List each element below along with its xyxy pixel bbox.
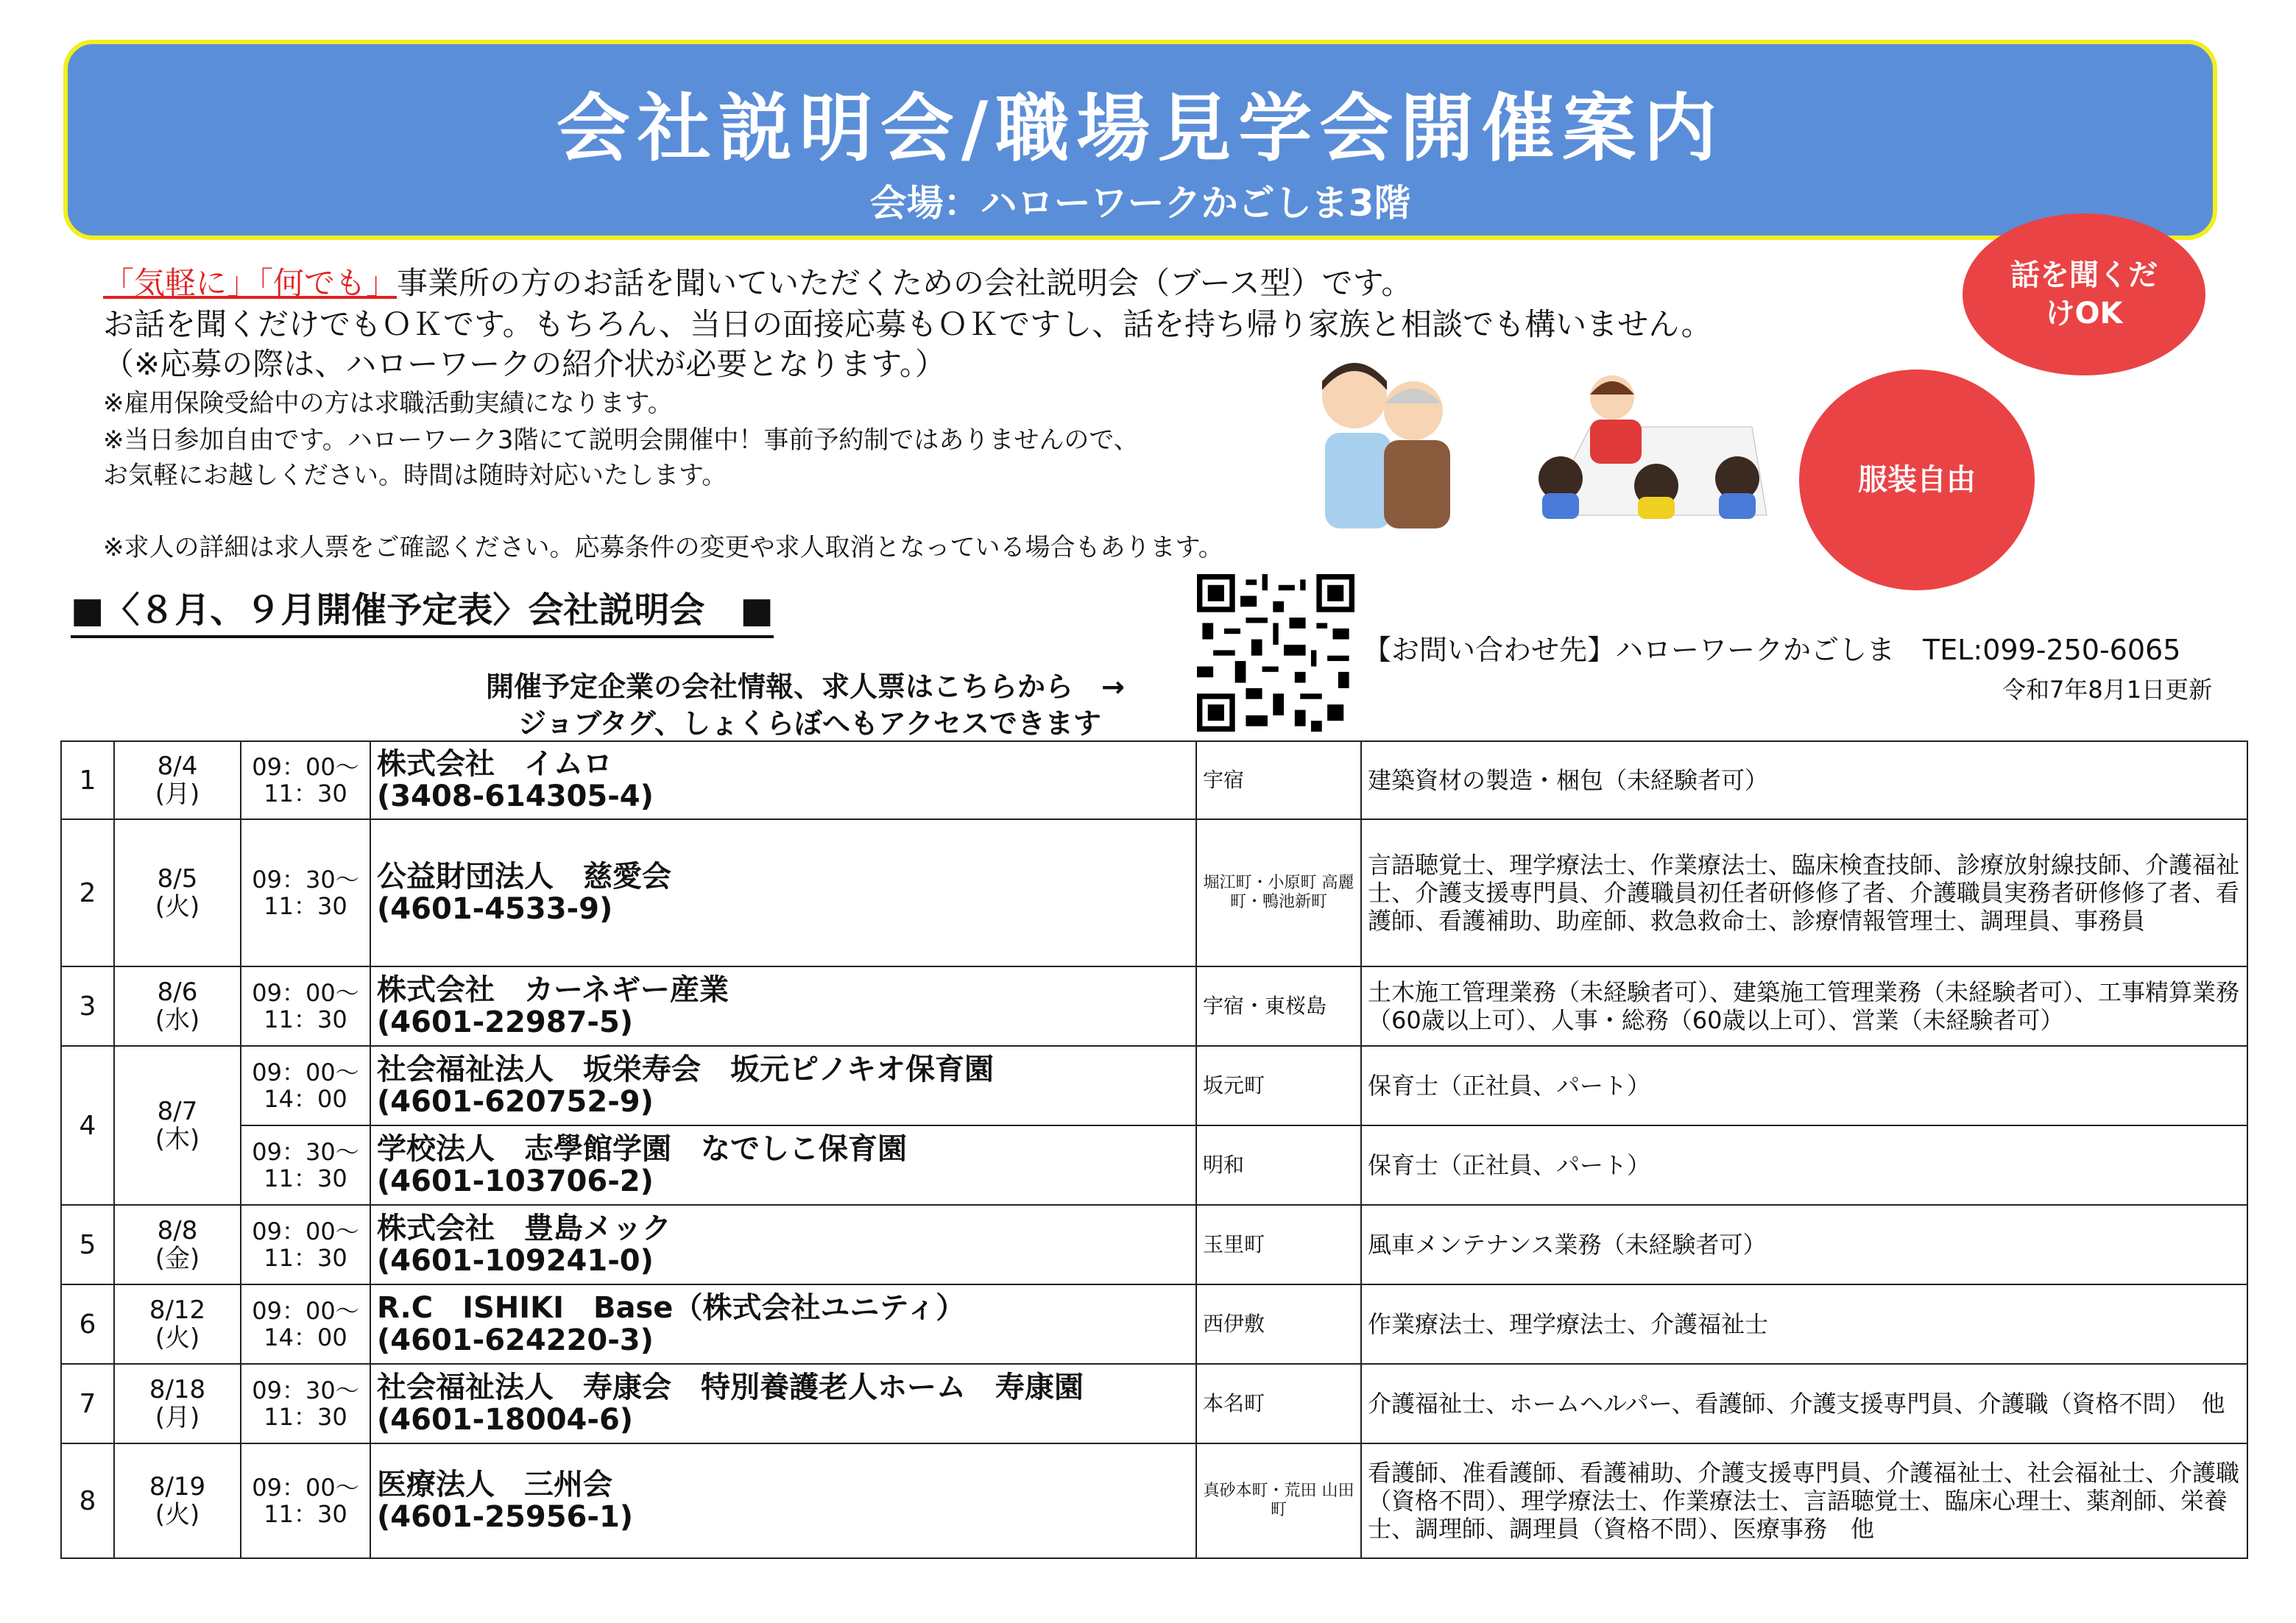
weekday-text: (火)	[155, 1500, 200, 1530]
time-end: 11：30	[264, 1500, 347, 1528]
date-text: 8/18	[149, 1375, 206, 1404]
note-4: ※求人の詳細は求人票をご確認ください。応募条件の変更や求人取消となっている場合もあります。	[103, 533, 1223, 562]
weekday-text: (火)	[155, 1323, 200, 1353]
time-end: 11：30	[264, 1244, 347, 1272]
venue-label: 会場：ハローワークかごしま3階	[869, 182, 1411, 224]
company-name: 株式会社 豊島メック	[377, 1212, 671, 1245]
job-code: (4601-624220-3)	[377, 1323, 654, 1357]
row-date	[114, 819, 241, 966]
time-end: 14：00	[264, 1323, 347, 1351]
row-time	[241, 819, 370, 966]
time-start: 09：00～	[252, 1217, 359, 1245]
row-location: 宇宿・東桜島	[1196, 966, 1361, 1046]
row-number: 4	[61, 1046, 114, 1205]
free-dress-text: 服装自由	[1858, 463, 1976, 497]
row-number: 1	[61, 741, 114, 819]
company-name: 社会福祉法人 坂栄寿会 坂元ピノキオ保育園	[377, 1053, 994, 1086]
qr-caption-line-2: ジョブタグ、しょくらぼへもアクセスできます	[518, 707, 1101, 740]
row-jobs: 土木施工管理業務（未経験者可）、建築施工管理業務（未経験者可）、工事精算業務（60歳以上可）、人事・総務（60歳以上可）、営業（未経験者可）	[1361, 966, 2247, 1046]
job-code: (4601-103706-2)	[377, 1164, 654, 1198]
date-text: 8/6	[157, 977, 198, 1007]
kigaruni-text: 「気軽に」	[103, 265, 258, 301]
table-row	[61, 1046, 2247, 1125]
date-text: 8/7	[157, 1097, 198, 1126]
row-time	[241, 1205, 370, 1284]
row-time	[241, 1284, 370, 1364]
qr-caption	[486, 668, 1125, 742]
row-date	[114, 741, 241, 819]
table-row	[61, 741, 2247, 819]
row-location: 宇宿	[1196, 741, 1361, 819]
job-code: (4601-18004-6)	[377, 1403, 634, 1437]
header-banner	[63, 40, 2217, 240]
table-row	[61, 1125, 2247, 1205]
row-date	[114, 1205, 241, 1284]
company-name: 社会福祉法人 寿康会 特別養護老人ホーム 寿康園	[377, 1371, 1084, 1404]
time-start: 09：30～	[252, 866, 359, 894]
row-jobs: 風車メンテナンス業務（未経験者可）	[1361, 1205, 2247, 1284]
caregiver-illustration	[1303, 352, 1465, 536]
nandemo-text: 「何でも」	[258, 265, 398, 301]
row-location: 堀江町・小原町 高麗町・鴨池新町	[1196, 819, 1361, 966]
page-title: 会社説明会/職場見学会開催案内	[556, 85, 1725, 172]
time-start: 09：00～	[252, 1474, 359, 1502]
row-jobs: 保育士（正社員、パート）	[1361, 1125, 2247, 1205]
company-name: R.C ISHIKI Base（株式会社ユニティ）	[377, 1291, 966, 1325]
intro-line-1	[103, 259, 1412, 303]
row-company	[370, 1046, 1196, 1125]
row-number: 5	[61, 1205, 114, 1284]
nursery-teacher-illustration	[1516, 368, 1781, 523]
row-date	[114, 1443, 241, 1558]
time-end: 11：30	[264, 1005, 347, 1033]
date-text: 8/8	[157, 1216, 198, 1245]
row-time	[241, 1125, 370, 1205]
table-row	[61, 1443, 2247, 1558]
time-start: 09：00～	[252, 753, 359, 781]
date-text: 8/19	[149, 1472, 206, 1502]
row-date	[114, 966, 241, 1046]
row-location: 玉里町	[1196, 1205, 1361, 1284]
row-time	[241, 1443, 370, 1558]
listen-ok-text: 話を聞くだけOK	[2010, 258, 2158, 330]
row-date	[114, 1364, 241, 1443]
time-start: 09：30～	[252, 1138, 359, 1166]
weekday-text: (月)	[155, 1403, 200, 1432]
row-company	[370, 1364, 1196, 1443]
row-number: 3	[61, 966, 114, 1046]
row-time	[241, 1364, 370, 1443]
company-name: 学校法人 志學館学園 なでしこ保育園	[377, 1132, 907, 1166]
company-name: 医療法人 三州会	[377, 1468, 612, 1502]
schedule-heading: ■〈８月、９月開催予定表〉会社説明会 ■	[71, 581, 774, 638]
company-name: 公益財団法人 慈愛会	[377, 860, 671, 894]
note-2: ※当日参加自由です。ハローワーク3階にて説明会開催中！事前予約制ではありませんので、	[103, 425, 1139, 455]
time-start: 09：00～	[252, 979, 359, 1007]
row-number: 8	[61, 1443, 114, 1558]
qr-caption-line-1: 開催予定企業の会社情報、求人票はこちらから →	[486, 671, 1125, 703]
row-jobs: 建築資材の製造・梱包（未経験者可）	[1361, 741, 2247, 819]
time-end: 11：30	[264, 892, 347, 920]
time-end: 11：30	[264, 779, 347, 807]
date-text: 8/5	[157, 864, 198, 894]
contact-info: 【お問い合わせ先】ハローワークかごしま TEL:099-250-6065	[1363, 634, 2181, 666]
row-location: 西伊敷	[1196, 1284, 1361, 1364]
row-date	[114, 1284, 241, 1364]
table-row	[61, 1284, 2247, 1364]
row-number: 2	[61, 819, 114, 966]
intro-line-3: （※応募の際は、ハローワークの紹介状が必要となります。）	[103, 346, 946, 382]
row-jobs: 作業療法士、理学療法士、介護福祉士	[1361, 1284, 2247, 1364]
row-date	[114, 1046, 241, 1205]
weekday-text: (金)	[155, 1244, 200, 1273]
row-company	[370, 1125, 1196, 1205]
table-row	[61, 1364, 2247, 1443]
row-number: 6	[61, 1284, 114, 1364]
row-jobs: 看護師、准看護師、看護補助、介護支援専門員、介護福祉士、社会福祉士、介護職（資格不問）、理学療法士、作業療法士、言語聴覚士、臨床心理士、薬剤師、栄養士、調理師、調理員（資格不問）、医療事務 他	[1361, 1443, 2247, 1558]
job-code: (4601-620752-9)	[377, 1085, 654, 1119]
job-code: (4601-25956-1)	[377, 1500, 634, 1534]
row-number: 7	[61, 1364, 114, 1443]
time-end: 11：30	[264, 1164, 347, 1192]
row-jobs: 介護福祉士、ホームヘルパー、看護師、介護支援専門員、介護職（資格不問） 他	[1361, 1364, 2247, 1443]
intro-line-1-rest: 事業所の方のお話を聞いていただくための会社説明会（ブース型）です。	[397, 265, 1413, 301]
row-company	[370, 1443, 1196, 1558]
row-time	[241, 741, 370, 819]
job-code: (4601-109241-0)	[377, 1244, 654, 1278]
free-dress-bubble	[1799, 369, 2035, 590]
row-company	[370, 1205, 1196, 1284]
row-location: 真砂本町・荒田 山田町	[1196, 1443, 1361, 1558]
intro-line-2: お話を聞くだけでもＯＫです。もちろん、当日の面接応募もＯＫですし、話を持ち帰り家族と相談でも構いません。	[103, 306, 1712, 342]
schedule-table	[60, 740, 2248, 1559]
table-row	[61, 966, 2247, 1046]
date-text: 8/12	[149, 1295, 206, 1325]
company-name: 株式会社 カーネギー産業	[377, 973, 729, 1007]
job-code: (3408-614305-4)	[377, 779, 654, 813]
company-name: 株式会社 イムロ	[377, 747, 612, 781]
row-location: 本名町	[1196, 1364, 1361, 1443]
qr-code[interactable]	[1197, 574, 1354, 732]
row-location: 坂元町	[1196, 1046, 1361, 1125]
weekday-text: (水)	[155, 1005, 200, 1035]
weekday-text: (火)	[155, 892, 200, 922]
listen-ok-bubble	[1963, 213, 2205, 375]
row-company	[370, 1284, 1196, 1364]
time-end: 11：30	[264, 1403, 347, 1431]
time-start: 09：30～	[252, 1376, 359, 1404]
row-time	[241, 1046, 370, 1125]
row-location: 明和	[1196, 1125, 1361, 1205]
time-end: 14：00	[264, 1085, 347, 1113]
job-code: (4601-22987-5)	[377, 1005, 634, 1039]
time-start: 09：00～	[252, 1297, 359, 1325]
row-jobs: 保育士（正社員、パート）	[1361, 1046, 2247, 1125]
row-company	[370, 819, 1196, 966]
date-text: 8/4	[157, 752, 198, 781]
table-row	[61, 819, 2247, 966]
row-company	[370, 966, 1196, 1046]
time-start: 09：00～	[252, 1058, 359, 1086]
updated-date: 令和7年8月1日更新	[2002, 676, 2213, 704]
job-code: (4601-4533-9)	[377, 892, 613, 926]
note-3: お気軽にお越しください。時間は随時対応いたします。	[103, 461, 727, 490]
weekday-text: (月)	[155, 779, 200, 809]
weekday-text: (木)	[155, 1125, 200, 1154]
row-jobs: 言語聴覚士、理学療法士、作業療法士、臨床検査技師、診療放射線技師、介護福祉士、介護支援専門員、介護職員初任者研修修了者、介護職員実務者研修修了者、看護師、看護補助、助産師、救急救命士、診療情報管理士、調理員、事務員	[1361, 819, 2247, 966]
table-row	[61, 1205, 2247, 1284]
note-1: ※雇用保険受給中の方は求職活動実績になります。	[103, 389, 673, 418]
row-company	[370, 741, 1196, 819]
row-time	[241, 966, 370, 1046]
